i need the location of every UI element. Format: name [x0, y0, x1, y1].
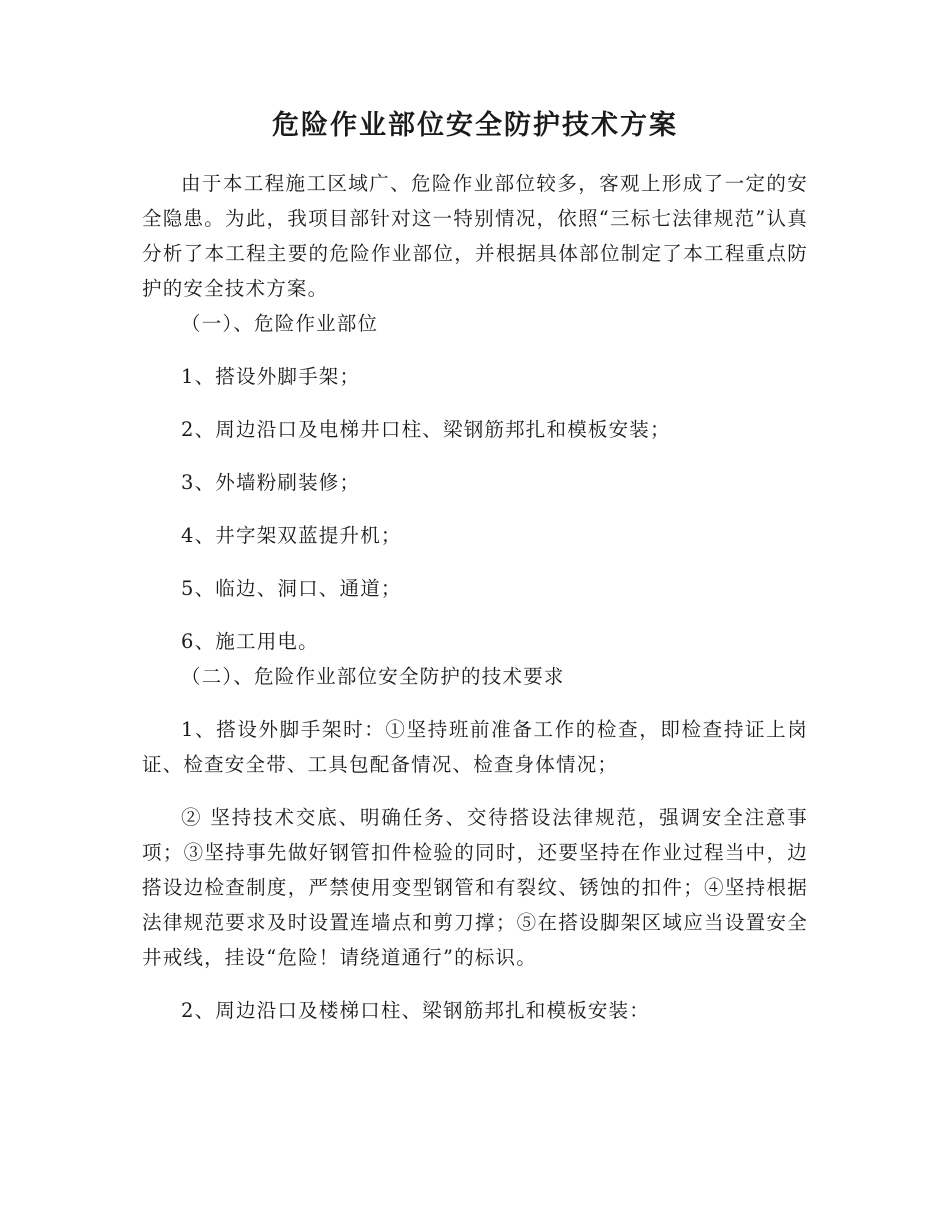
document-page: [142, 108, 808, 1028]
list-item: 3、外墙粉刷装修；: [181, 471, 361, 494]
requirement-paragraph-1: 1、搭设外脚手架时：①坚持班前准备工作的检查，即检查持证上岗证、检查安全带、工具包配备情况、检查身体情况；: [142, 718, 808, 776]
list-item: 5、临边、洞口、通道；: [181, 577, 402, 600]
requirement-paragraph-1-continued: ② 坚持技术交底、明确任务、交待搭设法律规范，强调安全注意事项；③坚持事先做好钢管扣件检验的同时，还要坚持在作业过程当中，边搭设边检查制度，严禁使用变型钢管和有裂纹、锈蚀的扣件；④坚持根据法律规范要求及时设置连墙点和剪刀撑；⑤在搭设脚架区域应当设置安全井戒线，挂设“危险！请绕道通行”的标识。: [142, 806, 808, 969]
document-title: 危险作业部位安全防护技术方案: [272, 110, 678, 141]
intro-paragraph: 由于本工程施工区域广、危险作业部位较多，客观上形成了一定的安全隐患。为此，我项目部针对这一特别情况，依照“三标七法律规范”认真分析了本工程主要的危险作业部位，并根据具体部位制定了本工程重点防护的安全技术方案。: [142, 172, 808, 300]
list-item: 2、周边沿口及电梯井口柱、梁钢筋邦扎和模板安装；: [181, 418, 671, 441]
list-item: 4、井字架双蓝提升机；: [181, 524, 402, 547]
section-heading-2: （二）、危险作业部位安全防护的技术要求: [181, 665, 565, 688]
section-heading-1: （一）、危险作业部位: [181, 312, 379, 335]
list-item: 6、施工用电。: [181, 630, 319, 653]
list-item: 1、搭设外脚手架；: [181, 365, 361, 388]
requirement-paragraph-2: 2、周边沿口及楼梯口柱、梁钢筋邦扎和模板安装：: [181, 999, 651, 1022]
